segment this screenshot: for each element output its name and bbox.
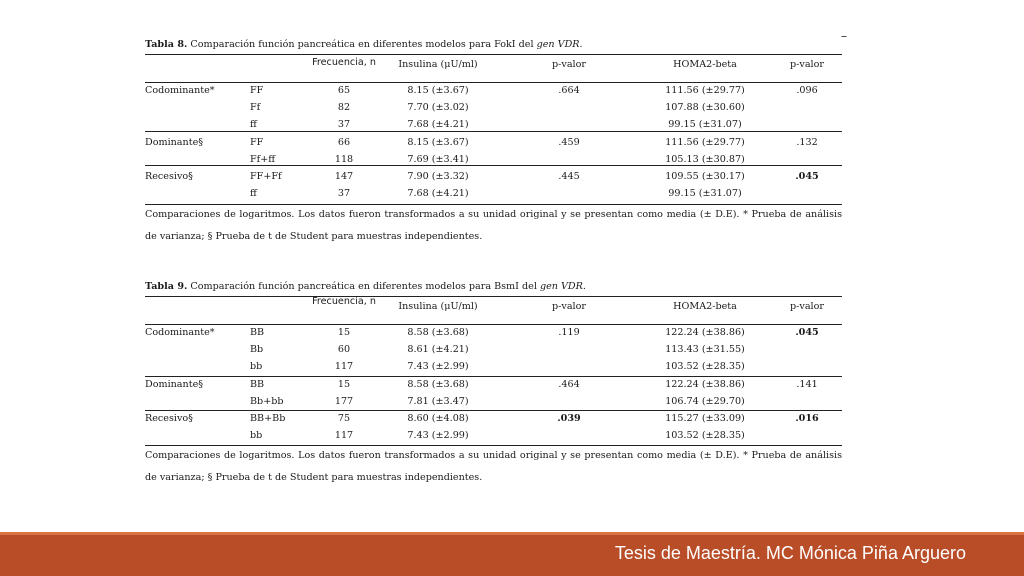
cell-insulina: 7.43 (±2.99) bbox=[407, 430, 469, 442]
table-8-header-rule bbox=[145, 82, 842, 83]
cell-frecuencia: 75 bbox=[337, 413, 351, 424]
cell-insulina: 7.90 (±3.32) bbox=[407, 171, 469, 182]
cell-frecuencia: 65 bbox=[337, 85, 351, 96]
table-9-note: Comparaciones de logaritmos. Los datos fueron transformados a su unidad original y se presentan como media (± D.E). * Prueba de análisis de varianza; § Prueba de t de Student para muestras independientes. bbox=[145, 450, 842, 483]
cell-model: Codominante* bbox=[145, 327, 215, 338]
cell-model: Dominante§ bbox=[145, 378, 204, 390]
cell-p-valor-insulina: .445 bbox=[558, 171, 580, 182]
table-9-group-rule-2 bbox=[145, 410, 842, 411]
cell-homa2-beta: 99.15 (±31.07) bbox=[668, 119, 742, 131]
cell-homa2-beta: 109.55 (±30.17) bbox=[665, 171, 745, 182]
cell-homa2-beta: 105.13 (±30.87) bbox=[665, 153, 745, 165]
cell-model: Recesivo§ bbox=[145, 413, 193, 424]
cell-model: Recesivo§ bbox=[145, 171, 193, 182]
table-8 bbox=[145, 39, 842, 244]
cell-genotype: BB+Bb bbox=[250, 413, 286, 424]
cell-genotype: Ff bbox=[250, 102, 261, 114]
footer-title: Tesis de Maestría. MC Mónica Piña Arguero bbox=[614, 543, 966, 563]
header-p-valor-insulina: p-valor bbox=[552, 301, 586, 312]
cell-insulina: 7.81 (±3.47) bbox=[407, 395, 469, 407]
cell-frecuencia: 60 bbox=[337, 344, 351, 356]
table-9-top-rule bbox=[145, 296, 842, 297]
table-9 bbox=[145, 281, 842, 486]
cell-frecuencia: 147 bbox=[334, 171, 354, 182]
cell-p-valor-homa: .016 bbox=[795, 413, 819, 424]
table-9-header-rule bbox=[145, 324, 842, 325]
cell-p-valor-insulina: .664 bbox=[558, 85, 580, 96]
cell-p-valor-insulina: .464 bbox=[558, 378, 580, 390]
table-8-group-rule-1 bbox=[145, 131, 842, 132]
cell-p-valor-insulina: .119 bbox=[558, 327, 580, 338]
table-8-top-rule bbox=[145, 54, 842, 55]
cell-genotype: bb bbox=[250, 430, 263, 442]
header-insulina: Insulina (μU/ml) bbox=[398, 301, 478, 312]
cell-genotype: ff bbox=[250, 188, 257, 200]
cell-insulina: 7.69 (±3.41) bbox=[407, 153, 469, 165]
cell-homa2-beta: 111.56 (±29.77) bbox=[665, 85, 745, 96]
header-homa2-beta: HOMA2-beta bbox=[673, 301, 737, 312]
header-homa2-beta: HOMA2-beta bbox=[673, 59, 737, 70]
cell-frecuencia: 37 bbox=[337, 188, 351, 200]
cell-genotype: ff bbox=[250, 119, 257, 131]
cell-insulina: 7.68 (±4.21) bbox=[407, 119, 469, 131]
cell-genotype: FF+Ff bbox=[250, 171, 282, 182]
cell-p-valor-insulina: .459 bbox=[558, 136, 580, 148]
table-8-title: Comparación función pancreática en diferentes modelos para FokI del bbox=[187, 39, 537, 50]
cell-insulina: 8.58 (±3.68) bbox=[407, 378, 469, 390]
table-8-caption bbox=[145, 39, 583, 50]
cell-genotype: FF bbox=[250, 85, 264, 96]
cell-homa2-beta: 106.74 (±29.70) bbox=[665, 395, 745, 407]
cell-p-valor-homa: .141 bbox=[796, 378, 818, 390]
table-8-note: Comparaciones de logaritmos. Los datos fueron transformados a su unidad original y se presentan como media (± D.E). * Prueba de análisis de varianza; § Prueba de t de Student para muestras independientes. bbox=[145, 209, 842, 242]
cell-homa2-beta: 99.15 (±31.07) bbox=[668, 188, 742, 200]
cell-p-valor-homa: .132 bbox=[796, 136, 818, 148]
cell-homa2-beta: 103.52 (±28.35) bbox=[665, 361, 745, 373]
table-9-label: Tabla 9. bbox=[145, 281, 188, 292]
cell-insulina: 8.58 (±3.68) bbox=[407, 327, 469, 338]
header-insulina: Insulina (μU/ml) bbox=[398, 59, 478, 70]
cell-homa2-beta: 122.24 (±38.86) bbox=[665, 327, 745, 338]
cell-insulina: 8.15 (±3.67) bbox=[407, 136, 469, 148]
cell-frecuencia: 82 bbox=[337, 102, 351, 114]
cell-genotype: FF bbox=[250, 136, 264, 148]
cell-p-valor-homa: .045 bbox=[795, 327, 819, 338]
cell-genotype: bb bbox=[250, 361, 263, 373]
header-p-valor-insulina: p-valor bbox=[552, 59, 586, 70]
header-p-valor-homa: p-valor bbox=[790, 301, 824, 312]
cell-frecuencia: 117 bbox=[334, 361, 354, 373]
cell-homa2-beta: 111.56 (±29.77) bbox=[665, 136, 745, 148]
table-9-caption bbox=[145, 281, 586, 292]
table-9-gene: gen VDR. bbox=[539, 281, 586, 292]
cell-homa2-beta: 113.43 (±31.55) bbox=[665, 344, 745, 356]
cell-insulina: 7.70 (±3.02) bbox=[407, 102, 469, 114]
cell-genotype: Bb+bb bbox=[250, 395, 284, 407]
table-9-title: Comparación función pancreática en diferentes modelos para BsmI del bbox=[187, 281, 540, 292]
cell-insulina: 8.15 (±3.67) bbox=[407, 85, 469, 96]
cell-model: Dominante§ bbox=[145, 136, 204, 148]
cell-homa2-beta: 122.24 (±38.86) bbox=[665, 378, 745, 390]
cell-frecuencia: 117 bbox=[334, 430, 354, 442]
header-frecuencia: Frecuencia, n bbox=[312, 296, 376, 307]
cell-frecuencia: 177 bbox=[334, 395, 354, 407]
header-frecuencia: Frecuencia, n bbox=[312, 57, 376, 68]
cell-insulina: 7.68 (±4.21) bbox=[407, 188, 469, 200]
cell-p-valor-homa: .045 bbox=[795, 171, 819, 182]
cell-frecuencia: 15 bbox=[337, 327, 351, 338]
cell-homa2-beta: 107.88 (±30.60) bbox=[665, 102, 745, 114]
corner-mark: – bbox=[841, 29, 847, 43]
table-8-group-rule-2 bbox=[145, 165, 842, 166]
cell-genotype: BB bbox=[250, 378, 265, 390]
cell-p-valor-insulina: .039 bbox=[557, 413, 581, 424]
cell-homa2-beta: 115.27 (±33.09) bbox=[665, 413, 745, 424]
cell-insulina: 8.61 (±4.21) bbox=[407, 344, 469, 356]
cell-frecuencia: 66 bbox=[337, 136, 351, 148]
table-8-label: Tabla 8. bbox=[145, 39, 188, 50]
footer-accent-line bbox=[0, 532, 1024, 535]
cell-model: Codominante* bbox=[145, 85, 215, 96]
cell-insulina: 8.60 (±4.08) bbox=[407, 413, 469, 424]
cell-genotype: Ff+ff bbox=[250, 153, 276, 165]
header-p-valor-homa: p-valor bbox=[790, 59, 824, 70]
cell-genotype: Bb bbox=[250, 344, 264, 356]
cell-insulina: 7.43 (±2.99) bbox=[407, 361, 469, 373]
table-9-group-rule-1 bbox=[145, 376, 842, 377]
cell-homa2-beta: 103.52 (±28.35) bbox=[665, 430, 745, 442]
table-8-gene: gen VDR. bbox=[536, 39, 583, 50]
cell-frecuencia: 118 bbox=[334, 153, 354, 165]
cell-frecuencia: 15 bbox=[337, 378, 351, 390]
cell-p-valor-homa: .096 bbox=[796, 85, 818, 96]
cell-genotype: BB bbox=[250, 327, 265, 338]
cell-frecuencia: 37 bbox=[337, 119, 351, 131]
